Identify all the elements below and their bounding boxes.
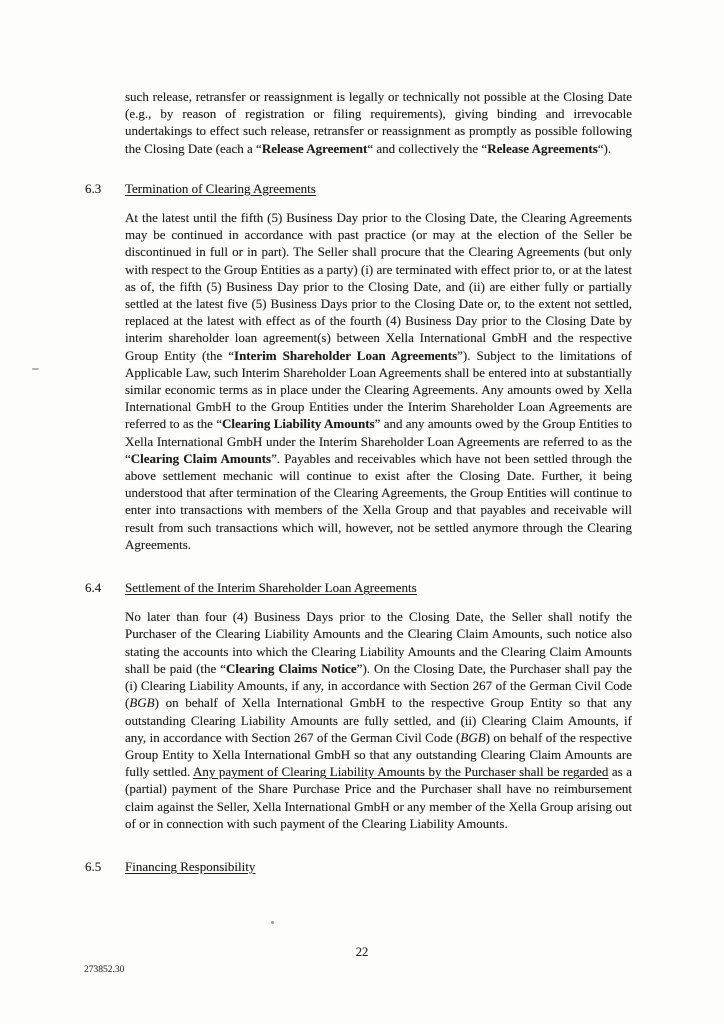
- section-paragraph: No later than four (4) Business Days prior to the Closing Date, the Seller shall notify the Purchaser of the Clearing Liability Amounts and the Clearing Claim Amounts, such notice also stating the accounts into which the Clearing Liability Amounts and the Clearing Claim Amounts shall be paid (the “Clearing Claims Notice”). On the Closing Date, the Purchaser shall pay the (i) Clearing Liability Amounts, if any, in accordance with Section 267 of the German Civil Code (BGB) on behalf of Xella International GmbH to the respective Group Entity so that any outstanding Clearing Liability Amounts are fully settled, and (ii) Clearing Claim Amounts, if any, in accordance with Section 267 of the German Civil Code (BGB) on behalf of the respective Group Entity to Xella International GmbH so that any outstanding Clearing Claim Amounts are fully settled. Any payment of Clearing Liability Amounts by the Purchaser shall be regarded as a (partial) payment of the Share Purchase Price and the Purchaser shall have no reimbursement claim against the Seller, Xella International GmbH or any member of the Xella Group arising out of or in connection with such payment of the Clearing Liability Amounts.: [125, 609, 632, 831]
- scan-artifact: [271, 921, 274, 924]
- section-body: [125, 566, 632, 845]
- section-6-5: [85, 845, 632, 887]
- page-content: [85, 88, 632, 887]
- section-heading: Termination of Clearing Agreements: [125, 180, 316, 196]
- intro-continuation-paragraph: such release, retransfer or reassignment is legally or technically not possible at the Closing Date (e.g., by reason of registration or filing requirements), giving binding and irrevocable undertakings to effect such release, retransfer or reassignment as promptly as possible following the Closing Date (each a “Release Agreement“ and collectively the “Release Agreements“).: [125, 89, 632, 156]
- section-6-3: [85, 167, 632, 566]
- section-number: 6.4: [85, 580, 102, 596]
- section-number: 6.5: [85, 858, 102, 874]
- section-body: [125, 167, 632, 566]
- section-heading: Financing Responsibility: [125, 858, 256, 874]
- section-body: [125, 845, 632, 887]
- section-6-4: [85, 566, 632, 845]
- section-paragraph: At the latest until the fifth (5) Business Day prior to the Closing Date, the Clearing Agreements may be continued in accordance with past practice (or may at the election of the Seller be discontinued in full or in part). The Seller shall procure that the Clearing Agreements (but only with respect to the Group Entities as a party) (i) are terminated with effect prior to, or at the latest as of, the fifth (5) Business Day prior to the Closing Date, and (ii) are either fully or partially settled at the latest five (5) Business Days prior to the Closing Date or, to the extent not settled, replaced at the latest with effect as of the fourth (4) Business Day prior to the Closing Date by interim shareholder loan agreement(s) between Xella International GmbH and the respective Group Entity (the “Interim Shareholder Loan Agreements”). Subject to the limitations of Applicable Law, such Interim Shareholder Loan Agreements shall be entered into at substantially similar economic terms as in place under the Clearing Agreements. Any amounts owed by Xella International GmbH to the Group Entities under the Interim Shareholder Loan Agreements are referred to as the “Clearing Liability Amounts” and any amounts owed by the Group Entities to Xella International GmbH under the Interim Shareholder Loan Agreements are referred to as the “Clearing Claim Amounts”. Payables and receivables which have not been settled through the above settlement mechanic will continue to exist after the Closing Date. Further, it being understood that after termination of the Clearing Agreements, the Group Entities will continue to enter into transactions with members of the Xella Group and that payables and receivable will result from such transactions which will, however, not be settled anymore through the Clearing Agreements.: [125, 210, 633, 552]
- document-reference-number: 273852.30: [84, 965, 125, 975]
- scan-artifact: [32, 368, 39, 370]
- page-number: 22: [355, 945, 369, 959]
- section-heading: Settlement of the Interim Shareholder Loan Agreements: [125, 580, 417, 596]
- section-number: 6.3: [85, 180, 102, 196]
